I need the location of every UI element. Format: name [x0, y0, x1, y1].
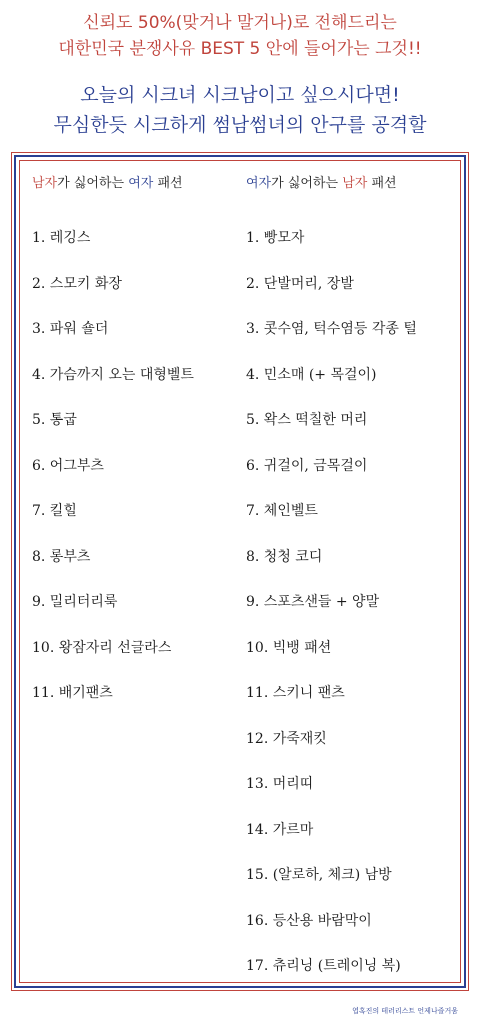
list-item: 1. 빵모자 — [246, 230, 305, 246]
header-line-3: 오늘의 시크녀 시크남이고 싶으시다면! — [80, 84, 400, 106]
heading-left-part4: 패션 — [153, 176, 183, 191]
list-item: 11. 스키니 팬츠 — [246, 685, 345, 701]
list-item: 5. 통굽 — [32, 412, 77, 428]
heading-left-part2: 가 싫어하는 — [57, 176, 129, 191]
list-item: 12. 가죽재킷 — [246, 730, 327, 747]
list-item: 9. 스포츠샌들 + 양말 — [246, 594, 380, 610]
list-item: 3. 파워 숄더 — [32, 321, 109, 337]
list-item: 7. 킬힐 — [32, 503, 77, 519]
right-column-heading — [246, 172, 397, 191]
list-item: 1. 레깅스 — [32, 230, 91, 246]
list-item: 3. 콧수염, 턱수염등 각종 털 — [246, 321, 417, 337]
list-item: 10. 빅뱅 패션 — [246, 639, 332, 656]
list-item: 2. 스모키 화장 — [32, 275, 122, 292]
header-top — [0, 10, 480, 62]
right-column-list — [246, 216, 461, 990]
header-sub — [0, 80, 480, 140]
list-item: 6. 귀걸이, 금목걸이 — [246, 457, 368, 474]
heading-right-part1: 여자 — [246, 176, 272, 191]
heading-left-part1: 남자 — [32, 176, 58, 191]
list-item: 17. 츄리닝 (트레이닝 복) — [246, 958, 401, 974]
left-column-heading — [32, 172, 183, 191]
list-item: 7. 체인벨트 — [246, 503, 318, 519]
list-item: 8. 롱부츠 — [32, 548, 91, 565]
list-item: 14. 가르마 — [246, 821, 314, 838]
list-item: 15. (알로하, 체크) 남방 — [246, 867, 392, 883]
list-item: 10. 왕잠자리 선글라스 — [32, 639, 172, 656]
header-line-4: 무심한듯 시크하게 썸남썸녀의 안구를 공격할 — [53, 114, 427, 136]
footer-credit: 엽혹진의 테러리스트 언제나즐거움 — [352, 1007, 458, 1015]
heading-right-part2: 가 싫어하는 — [271, 176, 343, 191]
header-line-1: 신뢰도 50%(맞거나 말거나)로 전해드리는 — [83, 13, 397, 33]
heading-right-part4: 패션 — [367, 176, 397, 191]
list-item: 13. 머리띠 — [246, 776, 314, 792]
list-item: 16. 등산용 바람막이 — [246, 912, 372, 929]
list-item: 2. 단발머리, 장발 — [246, 275, 354, 292]
list-item: 8. 청청 코디 — [246, 548, 323, 565]
list-item: 4. 민소매 (+ 목걸이) — [246, 366, 377, 383]
heading-left-part3: 여자 — [128, 176, 154, 191]
list-item: 11. 배기팬츠 — [32, 685, 113, 701]
list-item: 6. 어그부츠 — [32, 457, 104, 474]
list-item: 4. 가슴까지 오는 대형벨트 — [32, 366, 194, 383]
list-item: 9. 밀리터리룩 — [32, 594, 118, 610]
heading-right-part3: 남자 — [342, 176, 368, 191]
list-item: 5. 왁스 떡칠한 머리 — [246, 412, 368, 428]
header-line-2: 대한민국 분쟁사유 BEST 5 안에 들어가는 그것!! — [58, 39, 422, 59]
left-column-list — [32, 216, 237, 717]
